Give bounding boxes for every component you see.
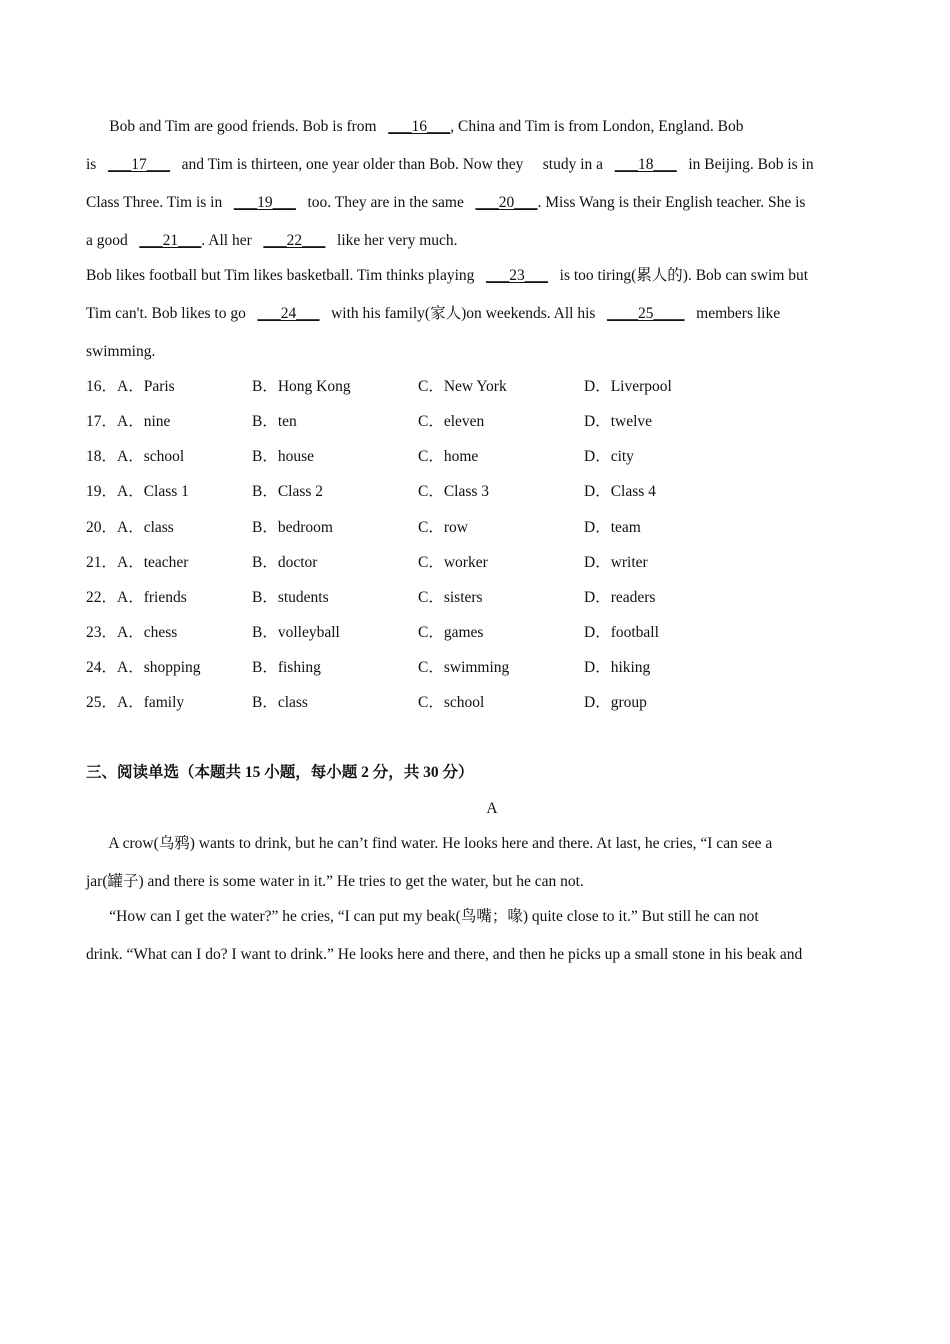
option-c: C．worker	[418, 554, 488, 571]
cloze-text: swimming.	[86, 343, 156, 360]
option-row-18	[86, 447, 634, 467]
option-b: B．doctor	[252, 554, 318, 571]
cloze-line-3	[86, 193, 805, 213]
cloze-blank: ___20___	[475, 194, 538, 211]
cloze-line-4	[86, 231, 458, 251]
cloze-text: is	[86, 156, 108, 173]
cloze-blank: ___18___	[614, 156, 677, 173]
passage-line-4: drink. “What can I do? I want to drink.” He looks here and there, and then he picks up a small stone in his beak and	[86, 946, 803, 963]
cloze-text: with his family(家人)on weekends. All his	[319, 305, 608, 322]
option-d: D．city	[584, 448, 634, 465]
option-a: 22．A．friends	[86, 589, 187, 606]
option-d: D．Class 4	[584, 483, 656, 500]
cloze-line-6	[86, 304, 780, 324]
option-row-23	[86, 623, 659, 643]
cloze-text: Bob likes football but Tim likes basketball. Tim thinks playing	[86, 267, 487, 284]
cloze-blank: ___21___	[139, 232, 202, 249]
option-c: C．home	[418, 448, 479, 465]
cloze-line-5	[86, 266, 808, 286]
option-a: 19．A．Class 1	[86, 483, 189, 500]
cloze-blank: ___24___	[257, 305, 320, 322]
cloze-blank: ___16___	[388, 118, 451, 135]
option-row-19	[86, 482, 656, 502]
option-c: C．games	[418, 624, 484, 641]
cloze-text: . All her	[201, 232, 264, 249]
cloze-blank: ___22___	[263, 232, 326, 249]
cloze-text: like her very much.	[325, 232, 458, 249]
cloze-blank: ___17___	[107, 156, 170, 173]
option-b: B．fishing	[252, 659, 321, 676]
option-d: D．readers	[584, 589, 656, 606]
section-heading: 三、阅读单选（本题共 15 小题，每小题 2 分，共 30 分）	[86, 764, 474, 781]
option-c: C．school	[418, 694, 485, 711]
cloze-text: Bob and Tim are good friends. Bob is from	[86, 118, 389, 135]
option-b: B．ten	[252, 413, 297, 430]
option-a: 16．A．Paris	[86, 378, 175, 395]
cloze-text: and Tim is thirteen, one year older than Bob. Now they study in a	[169, 156, 615, 173]
passage-line-1: A crow(乌鸦) wants to drink, but he can’t find water. He looks here and there. At last, he cries, “I can see a	[86, 835, 773, 852]
option-a: 23．A．chess	[86, 624, 178, 641]
option-c: C．row	[418, 519, 468, 536]
option-d: D．twelve	[584, 413, 653, 430]
option-a: 25．A．family	[86, 694, 185, 711]
cloze-line-1	[86, 117, 743, 137]
option-row-16	[86, 377, 672, 397]
passage-line-2: jar(罐子) and there is some water in it.” He tries to get the water, but he can not.	[86, 873, 584, 890]
option-c: C．swimming	[418, 659, 510, 676]
option-b: B．bedroom	[252, 519, 333, 536]
option-d: D．hiking	[584, 659, 651, 676]
option-row-22	[86, 588, 656, 608]
cloze-blank: ____25____	[607, 305, 685, 322]
option-row-21	[86, 553, 648, 573]
option-a: 20．A．class	[86, 519, 174, 536]
option-d: D．group	[584, 694, 647, 711]
passage-title: A	[486, 800, 498, 817]
option-d: D．Liverpool	[584, 378, 672, 395]
cloze-text: in Beijing. Bob is in	[676, 156, 814, 173]
cloze-text: too. They are in the same	[295, 194, 476, 211]
cloze-text: members like	[684, 305, 781, 322]
option-row-17	[86, 412, 653, 432]
option-b: B．volleyball	[252, 624, 340, 641]
cloze-text: , China and Tim is from London, England. Bob	[450, 118, 744, 135]
option-d: D．football	[584, 624, 659, 641]
option-a: 17．A．nine	[86, 413, 171, 430]
option-c: C．sisters	[418, 589, 483, 606]
option-b: B．class	[252, 694, 308, 711]
option-row-25	[86, 693, 647, 713]
cloze-line-2	[86, 155, 814, 175]
option-c: C．New York	[418, 378, 507, 395]
cloze-blank: ___23___	[486, 267, 549, 284]
option-row-20	[86, 518, 641, 538]
option-a: 24．A．shopping	[86, 659, 201, 676]
option-b: B．students	[252, 589, 329, 606]
option-b: B．Hong Kong	[252, 378, 351, 395]
option-a: 21．A．teacher	[86, 554, 189, 571]
cloze-text: . Miss Wang is their English teacher. She is	[537, 194, 806, 211]
cloze-text: Class Three. Tim is in	[86, 194, 234, 211]
passage-line-3: “How can I get the water?” he cries, “I can put my beak(鸟嘴；喙) quite close to it.” But still he can not	[86, 908, 759, 925]
option-a: 18．A．school	[86, 448, 185, 465]
cloze-text: a good	[86, 232, 140, 249]
option-d: D．writer	[584, 554, 648, 571]
option-row-24	[86, 658, 651, 678]
option-b: B．house	[252, 448, 315, 465]
option-c: C．Class 3	[418, 483, 490, 500]
option-c: C．eleven	[418, 413, 485, 430]
cloze-blank: ___19___	[233, 194, 296, 211]
cloze-text: is too tiring(累人的). Bob can swim but	[548, 267, 809, 284]
option-d: D．team	[584, 519, 641, 536]
option-b: B．Class 2	[252, 483, 324, 500]
cloze-text: Tim can't. Bob likes to go	[86, 305, 258, 322]
cloze-line-7	[86, 342, 155, 362]
